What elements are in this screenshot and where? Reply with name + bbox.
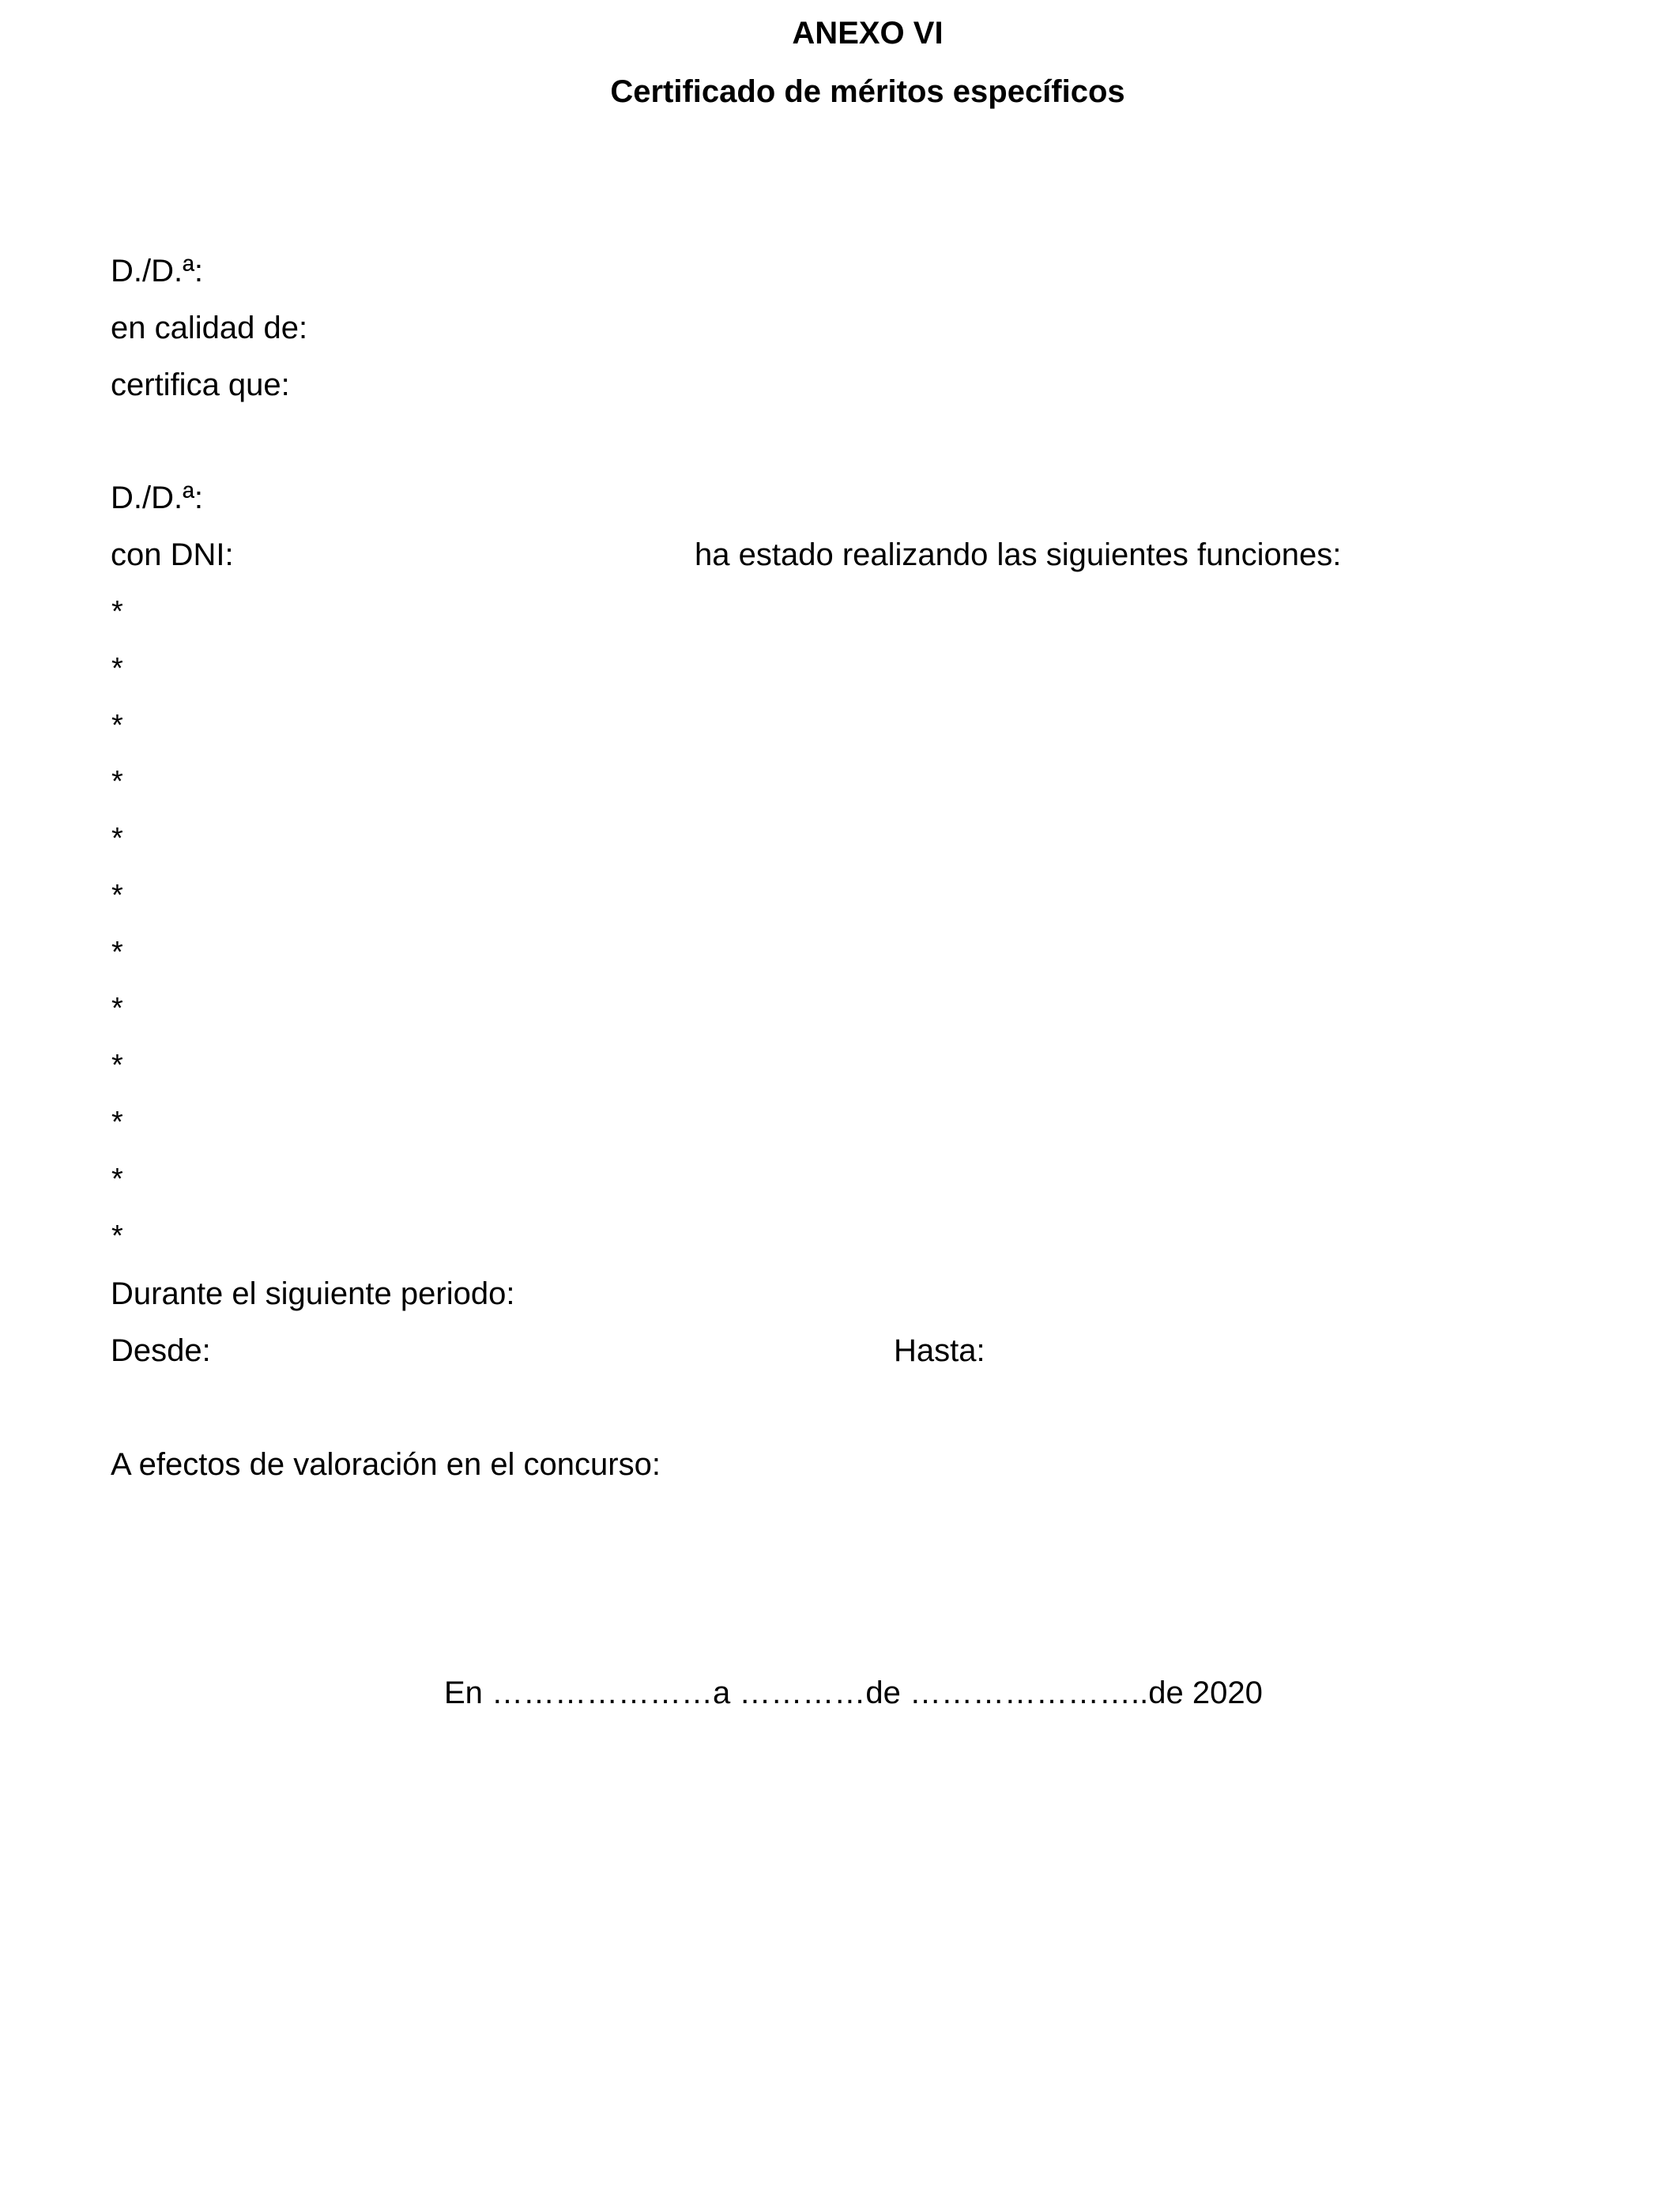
- function-item: *: [111, 765, 123, 798]
- document-title: Certificado de méritos específicos: [610, 74, 1125, 109]
- subject-dni-label: con DNI:: [111, 537, 234, 572]
- function-item: *: [111, 595, 123, 628]
- function-item: *: [111, 992, 123, 1025]
- period-from-label: Desde:: [111, 1333, 211, 1368]
- certifies-label: certifica que:: [111, 368, 290, 402]
- function-item: *: [111, 1220, 123, 1253]
- annex-number: ANEXO VI: [792, 16, 944, 51]
- function-item: *: [111, 652, 123, 685]
- function-item: *: [111, 709, 123, 742]
- certifier-name-label: D./D.ª:: [111, 254, 204, 288]
- signature-date-line: En …………………a …………de …………………..de 2020: [444, 1676, 1263, 1710]
- period-label: Durante el siguiente periodo:: [111, 1276, 515, 1311]
- certifier-role-label: en calidad de:: [111, 311, 308, 345]
- function-item: *: [111, 822, 123, 855]
- period-to-label: Hasta:: [894, 1333, 985, 1368]
- function-item: *: [111, 879, 123, 912]
- function-item: *: [111, 1106, 123, 1139]
- function-item: *: [111, 936, 123, 969]
- subject-name-label: D./D.ª:: [111, 481, 204, 515]
- function-item: *: [111, 1163, 123, 1196]
- functions-intro-label: ha estado realizando las siguientes funciones:: [695, 537, 1342, 572]
- function-item: *: [111, 1049, 123, 1082]
- purpose-label: A efectos de valoración en el concurso:: [111, 1447, 661, 1482]
